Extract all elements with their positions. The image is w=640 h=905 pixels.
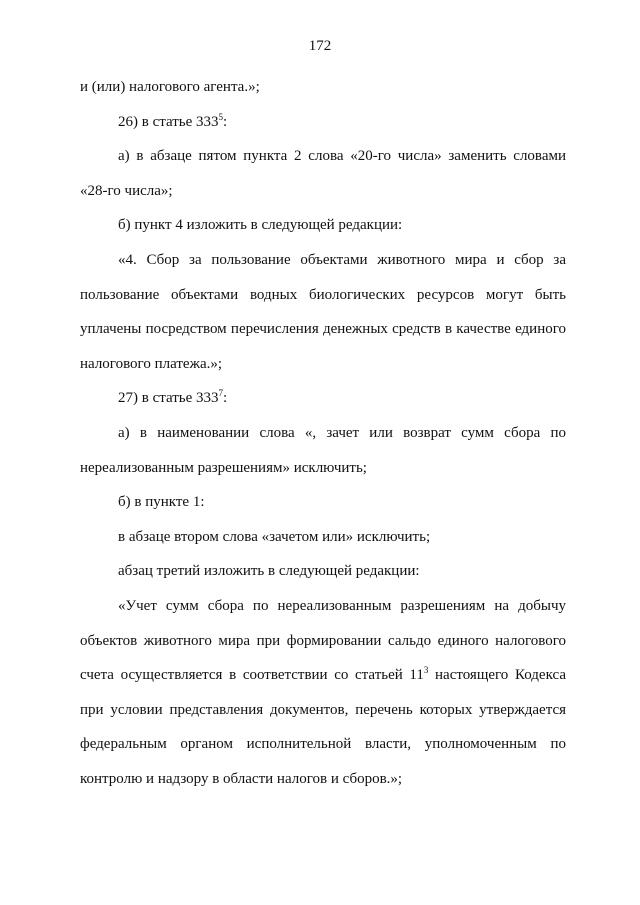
paragraph-27a: а) в наименовании слова «, зачет или возврат сумм сбора по нереализованным разрешениям» исключить; (80, 424, 566, 476)
quoted-text-end: настоящего Кодекса при условии представления документов, перечень которых утверждается федеральным органом исполнительной власти, уполномоченным по контролю и надзору в области налогов и сборов.»; (80, 667, 566, 787)
quoted-text-superscript: 3 (423, 665, 429, 676)
item-27-suffix: : (223, 390, 228, 407)
paragraph-26a: а) в абзаце пятом пункта 2 слова «20-го числа» заменить словами «28-го числа»; (80, 148, 566, 199)
paragraph-quoted-text (80, 589, 566, 797)
document-body (80, 70, 566, 796)
paragraph-26b: б) пункт 4 изложить в следующей редакции: (118, 217, 403, 234)
item-27-superscript: 7 (218, 388, 224, 399)
item-26-suffix: : (223, 113, 228, 130)
quoted-text-start: «Учет сумм сбора по нереализованным разрешениям на добычу объектов животного мира при формировании сальдо единого налогового счета осуществляется в соответствии со статьей 11 (80, 597, 566, 684)
page-number: 172 (308, 38, 332, 54)
item-27-text: 27) в статье 333 (118, 390, 219, 407)
paragraph-third-abzac: абзац третий изложить в следующей редакции: (118, 563, 420, 580)
paragraph-clause-4: «4. Сбор за пользование объектами животного мира и сбор за пользование объектами водных биологических ресурсов могут быть уплачены посредством перечисления денежных средств в качестве единого налогового платежа.»; (80, 251, 566, 372)
paragraph-item-26 (80, 105, 566, 140)
paragraph-continuation: и (или) налогового агента.»; (80, 79, 260, 95)
paragraph-27b: б) в пункте 1: (118, 494, 205, 511)
item-26-superscript: 5 (218, 111, 224, 122)
item-26-text: 26) в статье 333 (118, 113, 219, 130)
paragraph-item-27 (80, 381, 566, 416)
paragraph-second-abzac: в абзаце втором слова «зачетом или» исключить; (118, 528, 431, 545)
